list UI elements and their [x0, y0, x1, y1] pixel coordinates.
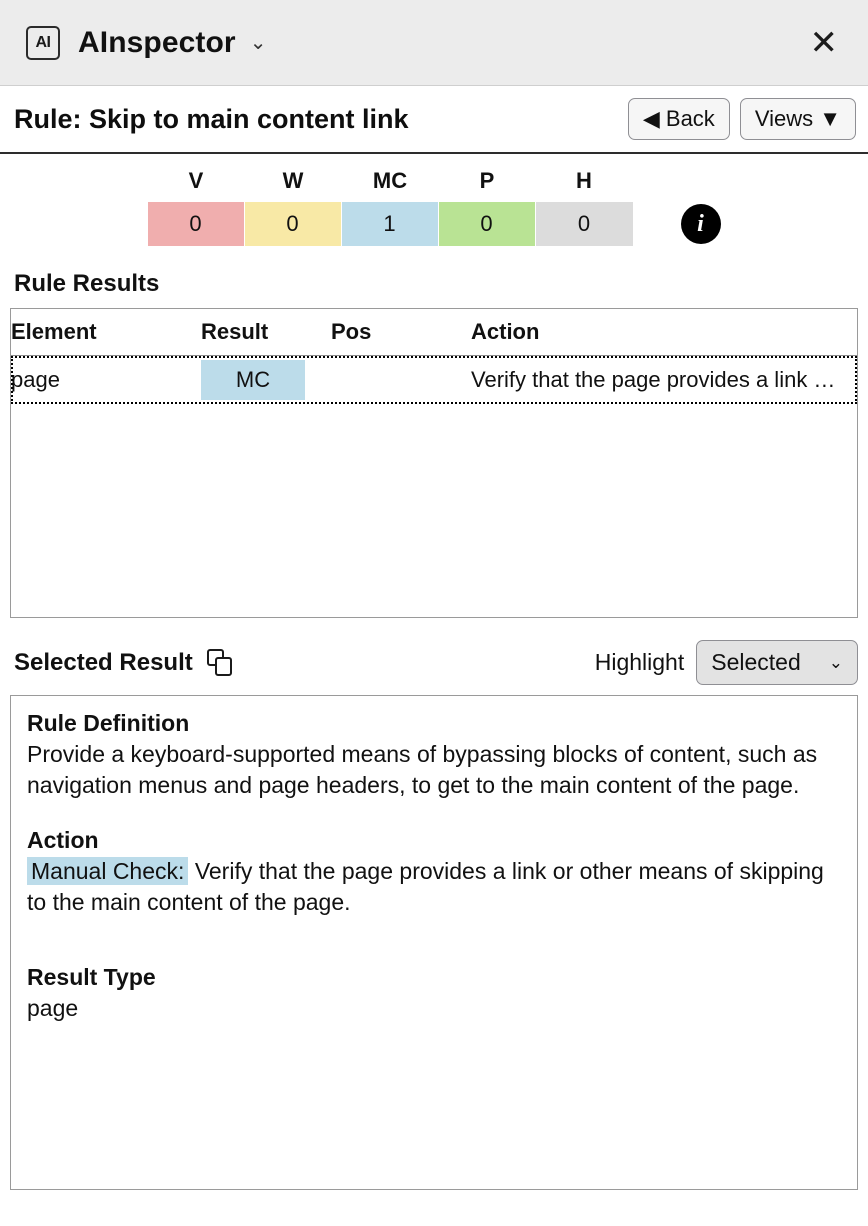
copy-icon[interactable] [207, 649, 235, 677]
column-header-action[interactable]: Action [471, 309, 857, 356]
copy-icon-front [215, 657, 232, 676]
detail-spacer-3 [27, 944, 841, 964]
result-type-heading: Result Type [27, 964, 156, 991]
count-value-warnings[interactable]: 0 [245, 202, 342, 246]
table-row[interactable] [11, 356, 857, 404]
selected-result-heading: Selected Result [14, 648, 193, 676]
highlight-select[interactable] [696, 640, 858, 685]
rule-results-body [11, 356, 857, 404]
cell-element: page [11, 366, 60, 392]
status-badge: MC [201, 360, 305, 400]
column-header-pos[interactable]: Pos [331, 309, 471, 356]
count-value-hidden[interactable]: 0 [536, 202, 633, 246]
rule-results-table-container [10, 308, 858, 618]
count-label-p: P [479, 168, 495, 193]
count-value-passed[interactable]: 0 [439, 202, 536, 246]
counts-group [148, 168, 633, 246]
selected-result-detail [10, 695, 858, 1190]
app-title: AInspector [78, 25, 236, 59]
close-icon[interactable]: ✕ [809, 23, 838, 62]
action-text: Verify that the page provides a link or other means of skipping to the main content of the page. [27, 858, 824, 916]
selected-result-bar [14, 640, 858, 685]
info-icon[interactable]: i [681, 204, 721, 244]
cell-action: Verify that the page provides a link … [471, 366, 836, 392]
cell-pos [331, 356, 471, 404]
column-header-element[interactable]: Element [11, 309, 201, 356]
views-button[interactable]: Views ▼ [740, 98, 856, 140]
back-button[interactable]: ◀ Back [628, 98, 730, 140]
cell-result [201, 356, 331, 404]
rule-results-heading: Rule Results [14, 270, 160, 297]
count-cells [148, 202, 633, 246]
count-label-w: W [282, 168, 304, 193]
rule-definition-text: Provide a keyboard-supported means of bypassing blocks of content, such as navigation menus and page headers, to get to the main content of the page. [27, 741, 818, 799]
result-type-text: page [27, 995, 79, 1022]
action-paragraph [27, 856, 841, 918]
action-heading: Action [27, 827, 99, 854]
count-label-v: V [188, 168, 204, 193]
column-header-result[interactable]: Result [201, 309, 331, 356]
count-label-mc: MC [372, 168, 408, 193]
manual-check-badge: Manual Check: [27, 857, 188, 885]
count-labels [148, 168, 633, 202]
count-value-manual-checks[interactable]: 1 [342, 202, 439, 246]
chevron-down-icon: ⌄ [828, 652, 843, 672]
detail-spacer-2 [27, 918, 841, 944]
rule-definition-heading: Rule Definition [27, 710, 190, 736]
rule-results-header [11, 309, 857, 356]
page-title: Rule: Skip to main content link [14, 103, 409, 134]
count-label-h: H [576, 168, 592, 193]
window-titlebar [0, 0, 868, 86]
detail-spacer-1 [27, 801, 841, 827]
highlight-select-value: Selected [711, 649, 801, 675]
app-logo-icon: AI [26, 26, 60, 60]
results-summary [0, 154, 868, 252]
count-value-violations[interactable]: 0 [148, 202, 245, 246]
rule-header [0, 86, 868, 154]
highlight-label: Highlight [594, 649, 685, 675]
rule-results-table [11, 309, 857, 404]
chevron-down-icon[interactable]: ⌄ [249, 31, 267, 54]
